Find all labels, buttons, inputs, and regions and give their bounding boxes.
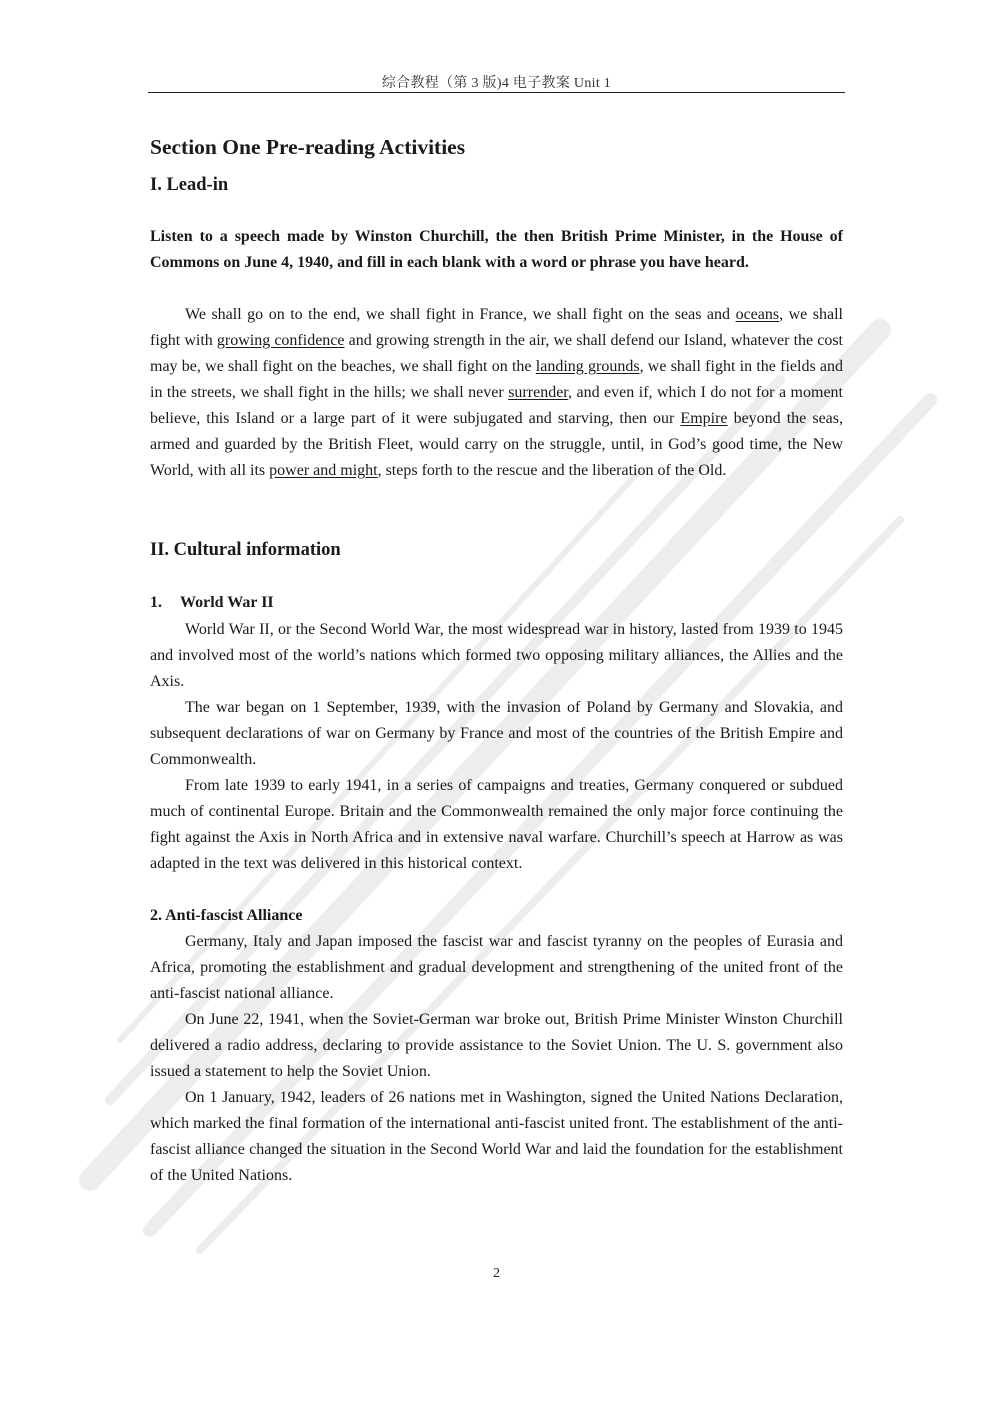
answer-blank-6: power and might [269, 462, 378, 479]
alliance-paragraph-1: Germany, Italy and Japan imposed the fascist war and fascist tyranny on the peoples of Eurasia and Africa, promoting the establishment and gradual development and strengthening of the united front of the anti-fascist national alliance. [150, 933, 843, 1002]
alliance-heading: 2. Anti-fascist Alliance [150, 907, 303, 924]
page-number: 2 [493, 1266, 500, 1281]
answer-blank-2: growing confidence [216, 332, 345, 349]
ww2-paragraph-3: From late 1939 to early 1941, in a series of campaigns and treaties, Germany conquered or subdued much of continental Europe. Britain and the Commonwealth remained the only major force continuing the fight against the Axis in North Africa and in extensive naval warfare. Churchill’s speech at Harrow as was adapted in the text was delivered in this historical context. [150, 777, 843, 872]
lead-in-instruction: Listen to a speech made by Winston Churchill, the then British Prime Minister, in the House of Commons on June 4, 1940, and fill in each blank with a word or phrase you have heard. [150, 228, 843, 271]
cultural-info-heading: II. Cultural information [150, 540, 341, 560]
alliance-paragraph-3: On 1 January, 1942, leaders of 26 nations met in Washington, signed the United Nations Declaration, which marked the final formation of the international anti-fascist united front. The establishment of the anti-fascist alliance changed the situation in the Second World War and laid the foundation for the establishment of the United Nations. [150, 1089, 843, 1184]
alliance-paragraph-2: On June 22, 1941, when the Soviet-German war broke out, British Prime Minister Winston Churchill delivered a radio address, declaring to provide assistance to the Soviet Union. The U. S. government also issued a statement to help the Soviet Union. [150, 1011, 843, 1080]
page-header: 综合教程（第 3 版)4 电子教案 Unit 1 [381, 76, 612, 91]
ww2-heading: 1. World War II [150, 594, 274, 611]
lead-in-heading: I. Lead-in [150, 175, 229, 195]
ww2-paragraph-1: World War II, or the Second World War, the most widespread war in history, lasted from 1939 to 1945 and involved most of the world’s nations which formed two opposing military alliances, the Allies and the Axis. [150, 621, 843, 690]
answer-blank-3: landing grounds [535, 358, 640, 375]
ww2-paragraph-2: The war began on 1 September, 1939, with the invasion of Poland by Germany and Slovakia, and subsequent declarations of war on Germany by France and most of the countries of the British Empire and Commonwealth. [150, 699, 843, 768]
speech-paragraph: We shall go on to the end, we shall fight in France, we shall fight on the seas and oceans, we shall fight with growing confidence and growing strength in the air, we shall defend our Island, whatever the cost may be, we shall fight on the beaches, we shall fight on the landing grounds, we shall fight in the fields and in the streets, we shall fight in the hills; we shall never surrender, and even if, which I do not for a moment believe, this Island or a large part of it were subjugated and starving, then our Empire beyond the seas, armed and guarded by the British Fleet, would carry on the struggle, until, in God’s good time, the New World, with all its power and might, steps forth to the rescue and the liberation of the Old. [150, 306, 844, 479]
answer-blank-5: Empire [680, 410, 728, 427]
section-title: Section One Pre-reading Activities [150, 135, 466, 159]
header-divider [148, 92, 845, 93]
answer-blank-1: oceans [735, 306, 780, 323]
answer-blank-4: surrender [508, 384, 568, 401]
